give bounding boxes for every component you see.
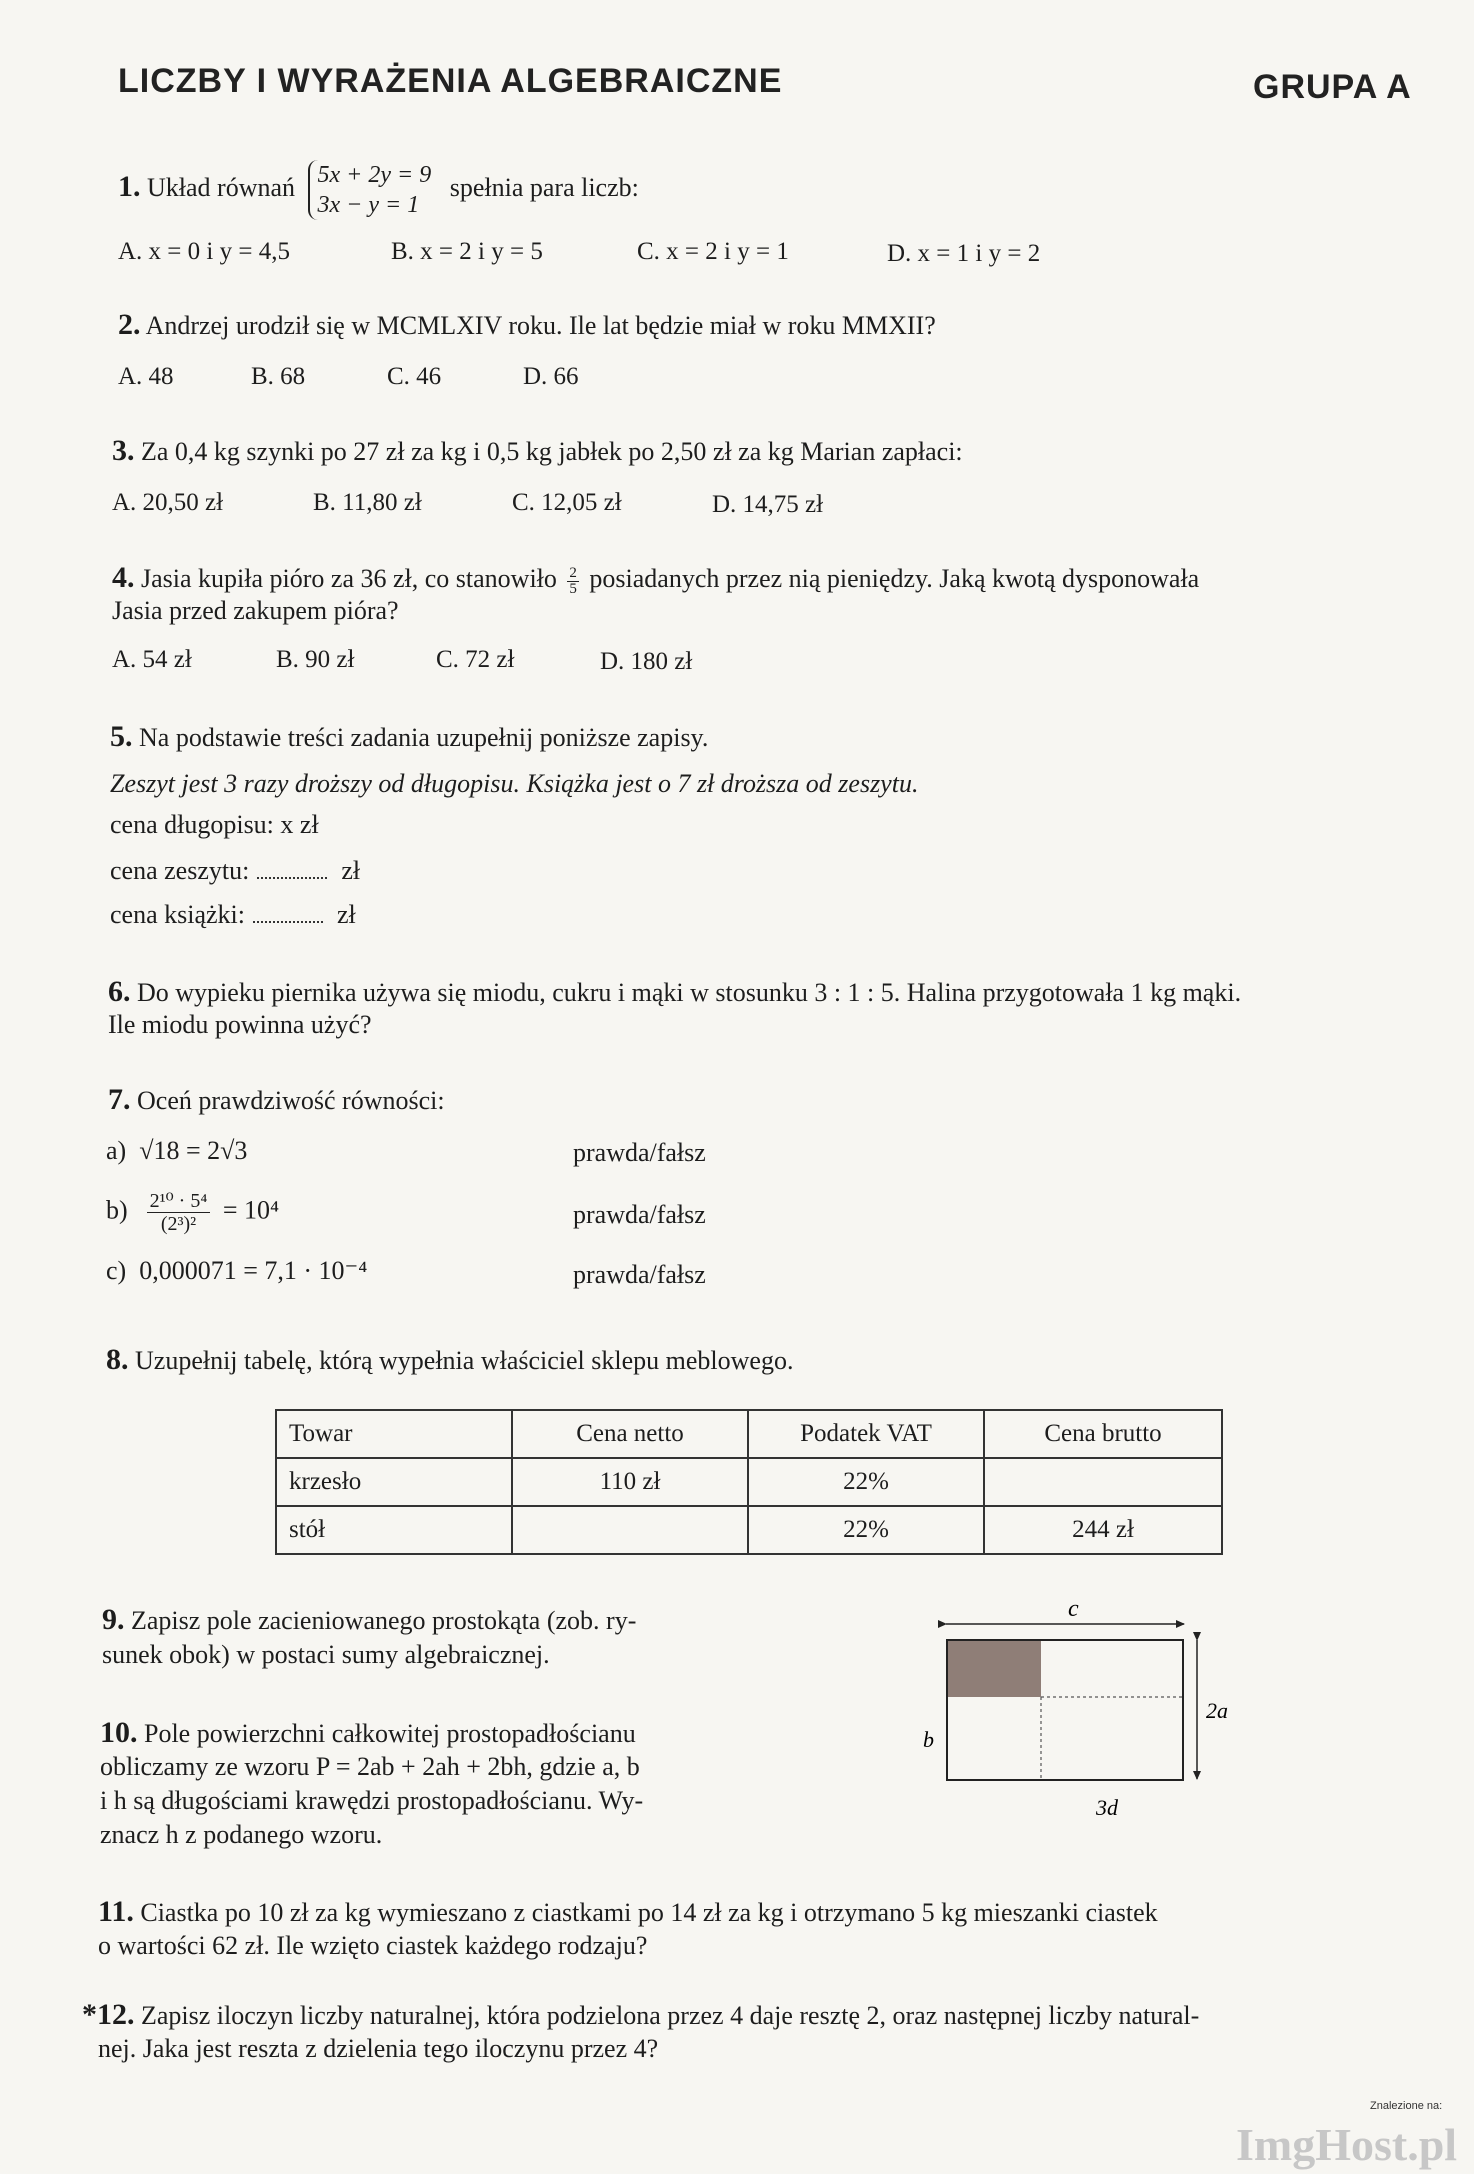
price-notebook xyxy=(110,856,360,886)
label-bottom: 3d xyxy=(1096,1795,1118,1820)
answer-option: B. x = 2 i y = 5 xyxy=(391,238,543,265)
question-text: Andrzej urodził się w MCMLXIV roku. Ile lat będzie miał w roku MMXII? xyxy=(145,311,936,340)
rectangle-figure xyxy=(920,1590,1260,1840)
answer-option: C. x = 2 i y = 1 xyxy=(637,238,789,265)
question-text: Zapisz iloczyn liczby naturalnej, która podzielona przez 4 daje resztę 2, oraz następnej liczby natural- xyxy=(141,2001,1200,2030)
answer-option: D. 14,75 zł xyxy=(712,491,824,518)
table-cell: stół xyxy=(276,1506,512,1554)
question-9 xyxy=(102,1605,636,1636)
question-4 xyxy=(112,563,1199,597)
fraction xyxy=(567,566,579,597)
shaded-rectangle xyxy=(947,1640,1041,1697)
table-cell: 110 zł xyxy=(512,1458,748,1506)
question-2 xyxy=(118,310,936,341)
column-header: Cena brutto xyxy=(984,1410,1222,1458)
question-text: Na podstawie treści zadania uzupełnij poniższe zapisy. xyxy=(139,723,709,752)
answer-option: C. 46 xyxy=(387,363,442,390)
price-book xyxy=(110,900,356,930)
question-10 xyxy=(100,1718,636,1749)
question-1 xyxy=(118,160,639,220)
question-number: 1. xyxy=(118,169,141,203)
answer-option: C. 12,05 zł xyxy=(512,489,622,516)
question-number: 10. xyxy=(100,1716,138,1749)
question-number: 11. xyxy=(98,1895,134,1928)
answer-true-false[interactable]: prawda/fałsz xyxy=(573,1138,706,1167)
answer-option: A. 54 zł xyxy=(112,646,192,673)
question-number: 5. xyxy=(110,720,133,753)
question-number: 9. xyxy=(102,1603,125,1636)
fraction xyxy=(147,1190,211,1235)
column-header: Towar xyxy=(276,1410,512,1458)
equality-rhs: = 10⁴ xyxy=(222,1195,280,1225)
price-pen: cena długopisu: x zł xyxy=(110,810,319,839)
question-text-line4: znacz h z podanego wzoru. xyxy=(100,1820,383,1849)
answer-option: B. 11,80 zł xyxy=(313,489,422,516)
question-text-line2: Jasia przed zakupem pióra? xyxy=(112,596,399,625)
label-right: 2a xyxy=(1206,1698,1228,1723)
equality-b xyxy=(106,1190,279,1235)
watermark-caption: Znalezione na: xyxy=(1370,2100,1443,2112)
question-number: 8. xyxy=(106,1343,129,1376)
answer-option: C. 72 zł xyxy=(436,646,515,673)
question-text: Jasia kupiła pióro za 36 zł, co stanowiło xyxy=(141,564,557,593)
question-text: Za 0,4 kg szynki po 27 zł za kg i 0,5 kg jabłek po 2,50 zł za kg Marian zapłaci: xyxy=(141,437,963,466)
question-text: Oceń prawdziwość równości: xyxy=(137,1086,445,1115)
question-number: 4. xyxy=(112,561,135,594)
question-text: Zapisz pole zacieniowanego prostokąta (zob. ry- xyxy=(131,1606,637,1635)
table-cell-blank[interactable] xyxy=(512,1506,748,1554)
question-8 xyxy=(106,1345,793,1376)
question-text: Pole powierzchni całkowitej prostopadłościanu xyxy=(144,1719,636,1748)
answer-option: A. 20,50 zł xyxy=(112,489,224,516)
fraction-numerator: 2¹⁰ · 5⁴ xyxy=(147,1190,211,1213)
table-row xyxy=(276,1458,1222,1506)
unit: zł xyxy=(337,900,356,929)
equation-1: 5x + 2y = 9 xyxy=(317,162,432,188)
equality-expression: 0,000071 = 7,1 · 10⁻⁴ xyxy=(139,1256,368,1285)
table-cell: krzesło xyxy=(276,1458,512,1506)
table-cell: 244 zł xyxy=(984,1506,1222,1554)
table-cell: 22% xyxy=(748,1458,984,1506)
page-title: LICZBY I WYRAŻENIA ALGEBRAICZNE xyxy=(118,62,783,100)
question-text-line2: o wartości 62 zł. Ile wzięto ciastek każdego rodzaju? xyxy=(98,1931,648,1960)
label-top: c xyxy=(1068,1596,1079,1622)
answer-true-false[interactable]: prawda/fałsz xyxy=(573,1260,706,1289)
question-11 xyxy=(98,1897,1158,1928)
question-text-tail: spełnia para liczb: xyxy=(449,172,639,202)
unit: zł xyxy=(341,856,361,885)
question-7 xyxy=(108,1085,445,1116)
equality-expression: √18 = 2√3 xyxy=(139,1136,248,1165)
question-text: Układ równań xyxy=(147,172,296,202)
table-header-row xyxy=(276,1410,1222,1458)
equation-system xyxy=(308,160,432,220)
equality-c xyxy=(106,1256,367,1286)
item-label: c) xyxy=(106,1256,127,1285)
fraction-denominator: 5 xyxy=(569,580,577,597)
question-text: Ciastka po 10 zł za kg wymieszano z ciastkami po 14 zł za kg i otrzymano 5 kg mieszanki ciastek xyxy=(140,1898,1158,1927)
item-label: a) xyxy=(106,1136,127,1165)
column-header: Cena netto xyxy=(512,1410,748,1458)
answer-option: A. x = 0 i y = 4,5 xyxy=(118,238,290,265)
question-text: Uzupełnij tabelę, którą wypełnia właściciel sklepu meblowego. xyxy=(135,1346,794,1375)
label-left: b xyxy=(923,1727,934,1752)
label: cena zeszytu: xyxy=(110,856,250,885)
answer-option: A. 48 xyxy=(118,363,174,390)
answer-option: B. 90 zł xyxy=(276,646,355,673)
question-5 xyxy=(110,722,708,753)
blank-field[interactable] xyxy=(257,877,327,879)
question-text-line2: Ile miodu powinna użyć? xyxy=(108,1010,372,1039)
fraction-denominator: (2³)² xyxy=(160,1213,197,1235)
table-cell: 22% xyxy=(748,1506,984,1554)
question-text-line2: sunek obok) w postaci sumy algebraicznej. xyxy=(102,1640,550,1669)
question-number: 6. xyxy=(108,975,131,1008)
table-row xyxy=(276,1506,1222,1554)
question-text-line3: i h są długościami krawędzi prostopadłościanu. Wy- xyxy=(100,1786,644,1815)
answer-option: D. 66 xyxy=(523,363,579,390)
table-cell-blank[interactable] xyxy=(984,1458,1222,1506)
equality-a xyxy=(106,1136,247,1166)
question-number: 7. xyxy=(108,1083,131,1116)
label: cena książki: xyxy=(110,900,245,929)
question-number: *12. xyxy=(82,1998,135,2031)
answer-option: D. 180 zł xyxy=(600,648,693,675)
question-text: Do wypieku piernika używa się miodu, cukru i mąki w stosunku 3 : 1 : 5. Halina przygotowała 1 kg mąki. xyxy=(137,978,1242,1007)
question-3 xyxy=(112,436,963,467)
question-text-line2: nej. Jaka jest reszta z dzielenia tego iloczynu przez 4? xyxy=(98,2034,659,2063)
question-text-cont: posiadanych przez nią pieniędzy. Jaką kwotą dysponowała xyxy=(589,564,1200,593)
column-header: Podatek VAT xyxy=(748,1410,984,1458)
equation-2: 3x − y = 1 xyxy=(317,192,420,218)
question-text-line2: obliczamy ze wzoru P = 2ab + 2ah + 2bh, gdzie a, b xyxy=(100,1752,640,1781)
answer-option: D. x = 1 i y = 2 xyxy=(887,240,1041,267)
furniture-table xyxy=(275,1409,1223,1555)
question-12 xyxy=(82,2000,1199,2031)
watermark-logo: ImgHost.pl xyxy=(1236,2119,1458,2170)
fraction-numerator: 2 xyxy=(569,564,577,581)
answer-option: B. 68 xyxy=(251,363,306,390)
question-6 xyxy=(108,977,1241,1008)
blank-field[interactable] xyxy=(253,921,323,923)
answer-true-false[interactable]: prawda/fałsz xyxy=(573,1200,706,1229)
story-text: Zeszyt jest 3 razy droższy od długopisu. Książka jest o 7 zł droższa od zeszytu. xyxy=(110,769,919,798)
group-label: GRUPA A xyxy=(1253,68,1412,106)
item-label: b) xyxy=(106,1195,128,1225)
question-number: 2. xyxy=(118,308,141,341)
question-number: 3. xyxy=(112,434,135,467)
